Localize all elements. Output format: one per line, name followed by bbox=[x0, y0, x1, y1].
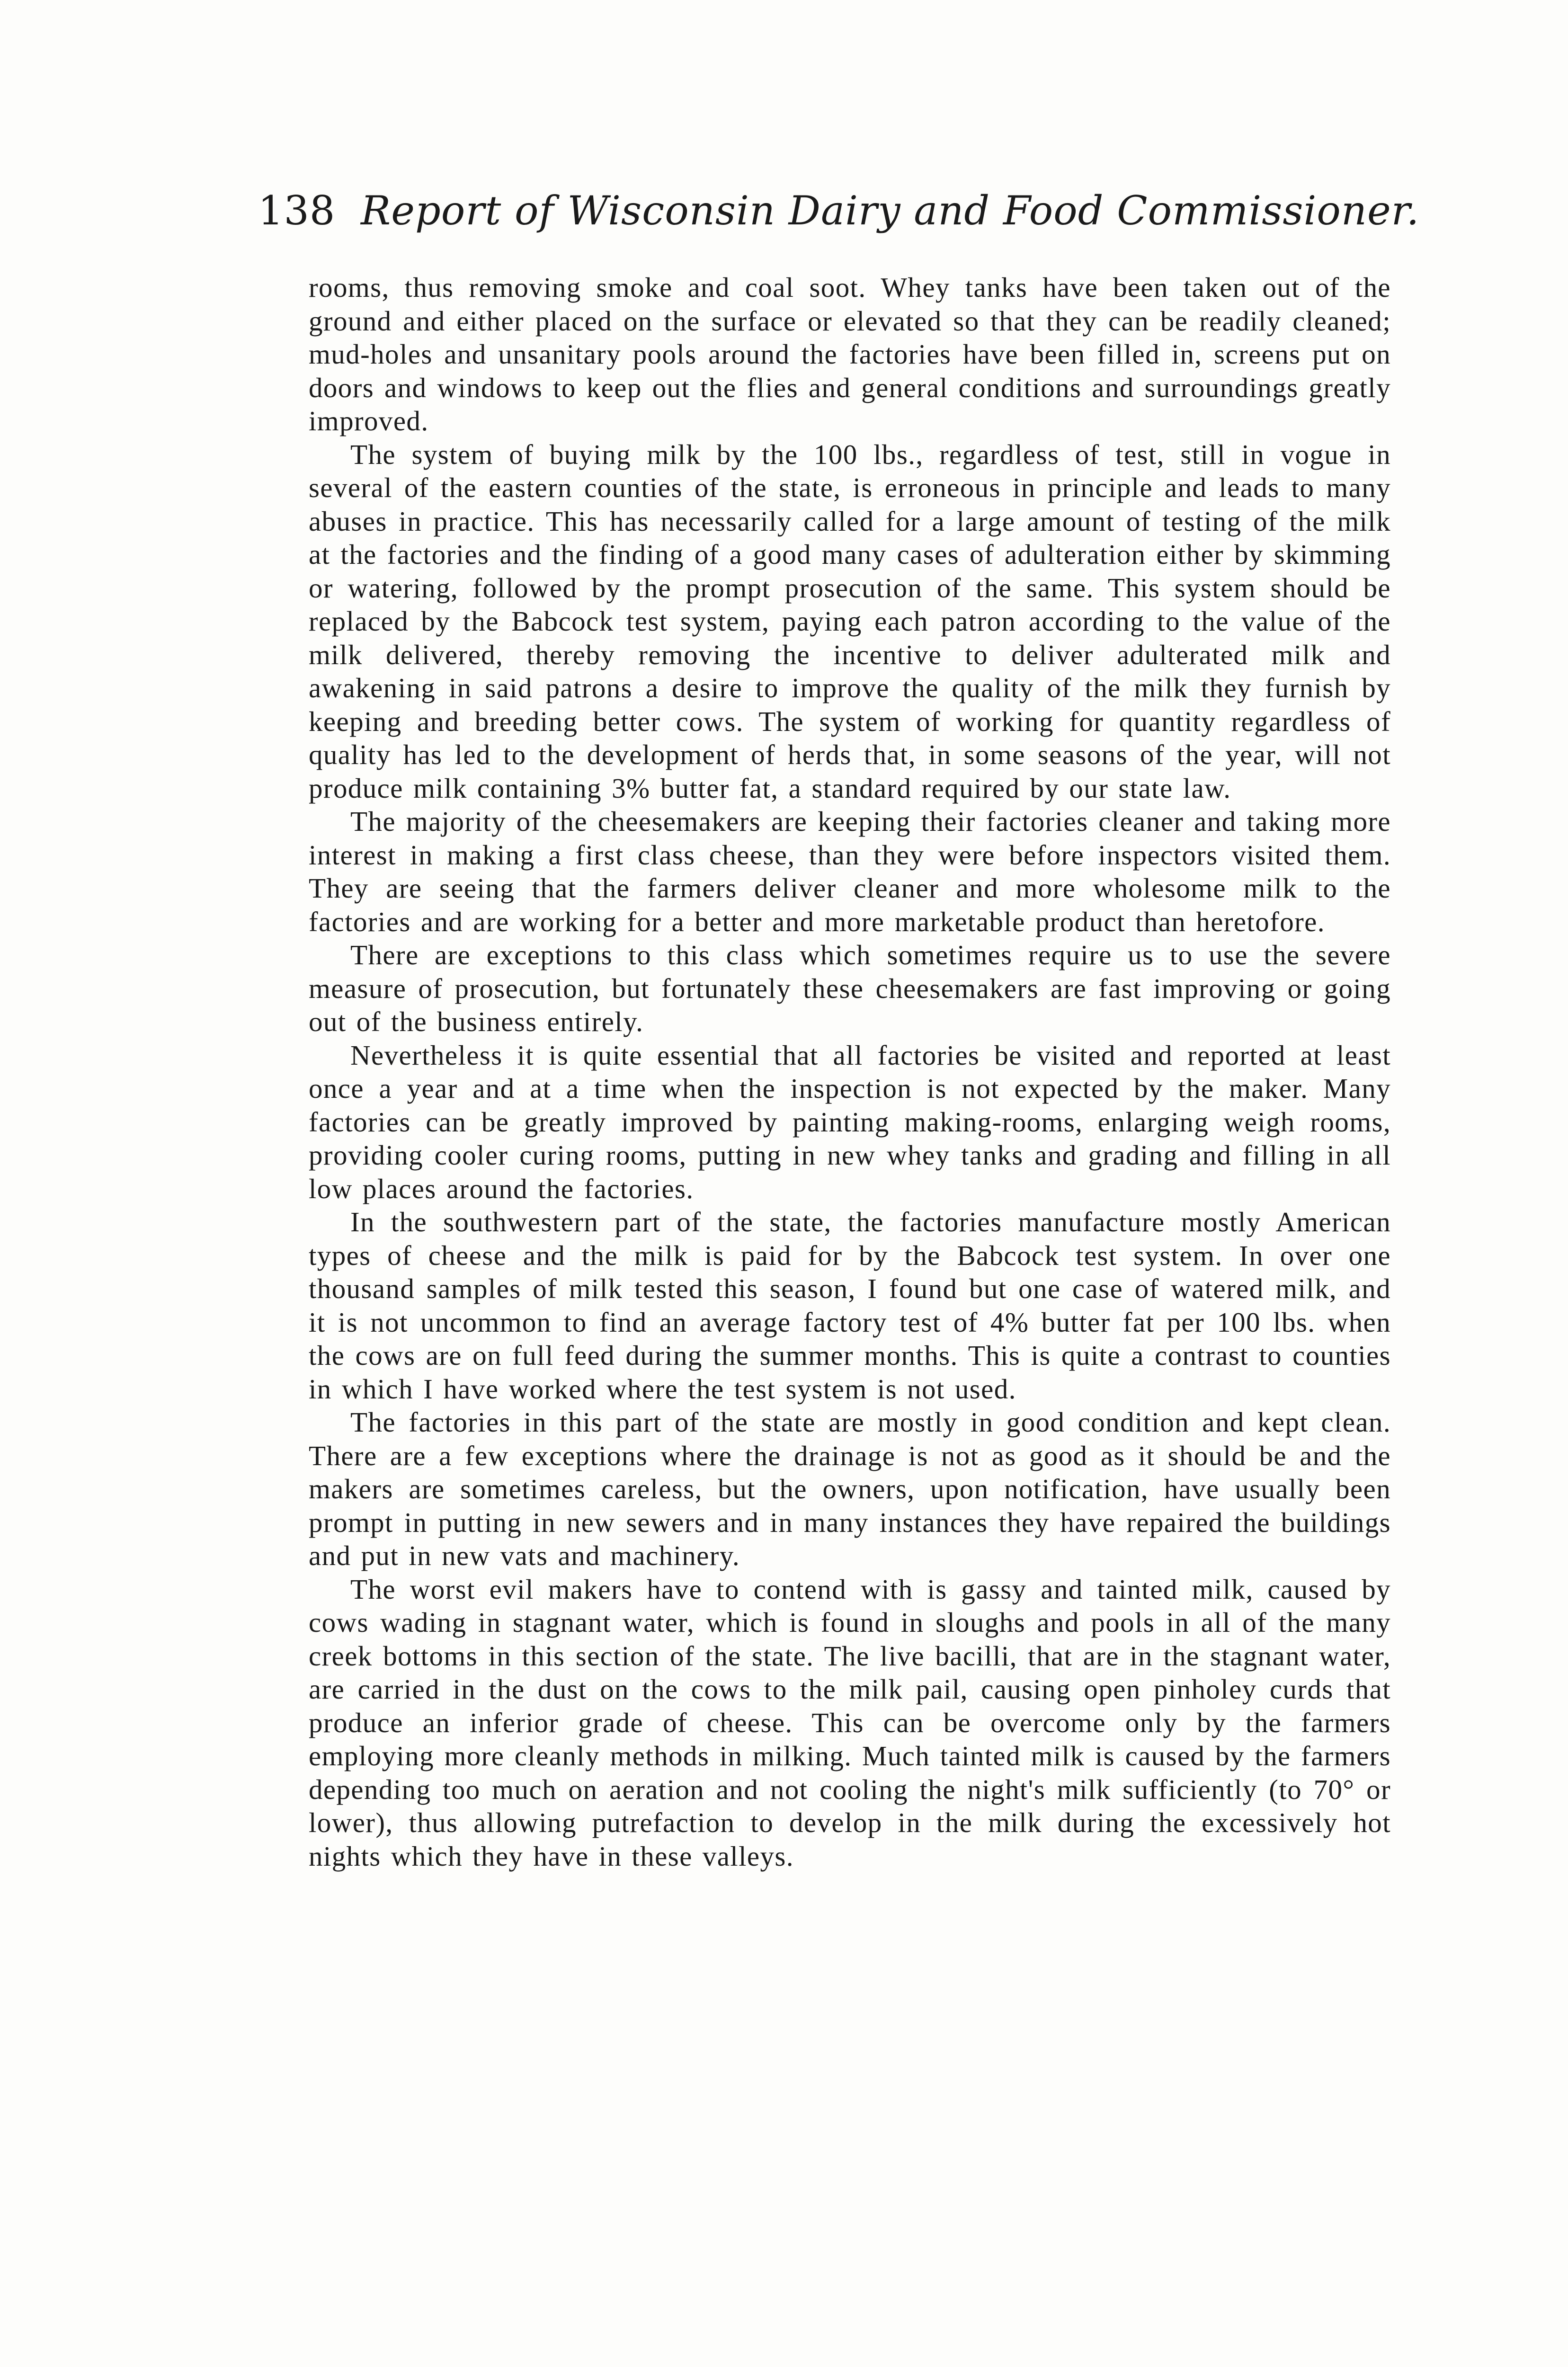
paragraph: The majority of the cheesemakers are keeping their factories cleaner and taking more interest in making a first class cheese, than they were before inspectors visited them. They are seeing that the farmers deliver cleaner and more wholesome milk to the factories and are working for a better and more marketable product than heretofore. bbox=[309, 806, 1391, 937]
paragraph: rooms, thus removing smoke and coal soot. Whey tanks have been taken out of the ground and either placed on the surface or elevated so that they can be readily cleaned; mud-holes and unsanitary pools around the factories have been filled in, screens put on doors and windows to keep out the flies and general conditions and surroundings greatly improved. bbox=[309, 272, 1391, 436]
page-number: 138 bbox=[258, 187, 336, 234]
page-header bbox=[258, 180, 1420, 241]
paragraph: The system of buying milk by the 100 lbs., regardless of test, still in vogue in several of the eastern counties of the state, is erroneous in principle and leads to many abuses in practice. This has necessarily called for a large amount of testing of the milk at the factories and the finding of a good many cases of adulteration either by skimming or watering, followed by the prompt prosecution of the same. This system should be replaced by the Babcock test system, paying each patron according to the value of the milk delivered, thereby removing the incentive to deliver adulterated milk and awakening in said patrons a desire to improve the quality of the milk they furnish by keeping and breeding better cows. The system of working for quantity regardless of quality has led to the development of herds that, in some seasons of the year, will not produce milk containing 3% butter fat, a standard required by our state law. bbox=[309, 438, 1391, 804]
paragraph: The worst evil makers have to contend with is gassy and tainted milk, caused by cows wading in stagnant water, which is found in sloughs and pools in all of the many creek bottoms in this section of the state. The live bacilli, that are in the stagnant water, are carried in the dust on the cows to the milk pail, causing open pinholey curds that produce an inferior grade of cheese. This can be overcome only by the farmers employing more cleanly methods in milking. Much tainted milk is caused by the farmers depending too much on aeration and not cooling the night's milk sufficiently (to 70° or lower), thus allowing putrefaction to develop in the milk during the excessively hot nights which they have in these valleys. bbox=[309, 1573, 1391, 1872]
running-title: Report of Wisconsin Dairy and Food Commissioner. bbox=[361, 187, 1420, 234]
paragraph: In the southwestern part of the state, the factories manufacture mostly American types of cheese and the milk is paid for by the Babcock test system. In over one thousand samples of milk tested this season, I found but one case of watered milk, and it is not uncommon to find an average factory test of 4% butter fat per 100 lbs. when the cows are on full feed during the summer months. This is quite a contrast to counties in which I have worked where the test system is not used. bbox=[309, 1206, 1391, 1405]
paragraph: There are exceptions to this class which sometimes require us to use the severe measure of prosecution, but fortunately these cheesemakers are fast improving or going out of the business entirely. bbox=[309, 939, 1391, 1037]
body-text bbox=[309, 271, 1391, 1873]
paragraph: The factories in this part of the state are mostly in good condition and kept clean. There are a few exceptions where the drainage is not as good as it should be and the makers are sometimes careless, but the owners, upon notification, have usually been prompt in putting in new sewers and in many instances they have repaired the buildings and put in new vats and machinery. bbox=[309, 1406, 1391, 1571]
paragraph: Nevertheless it is quite essential that all factories be visited and reported at least once a year and at a time when the inspection is not expected by the maker. Many factories can be greatly improved by painting making-rooms, enlarging weigh rooms, providing cooler curing rooms, putting in new whey tanks and grading and filling in all low places around the factories. bbox=[309, 1039, 1391, 1204]
